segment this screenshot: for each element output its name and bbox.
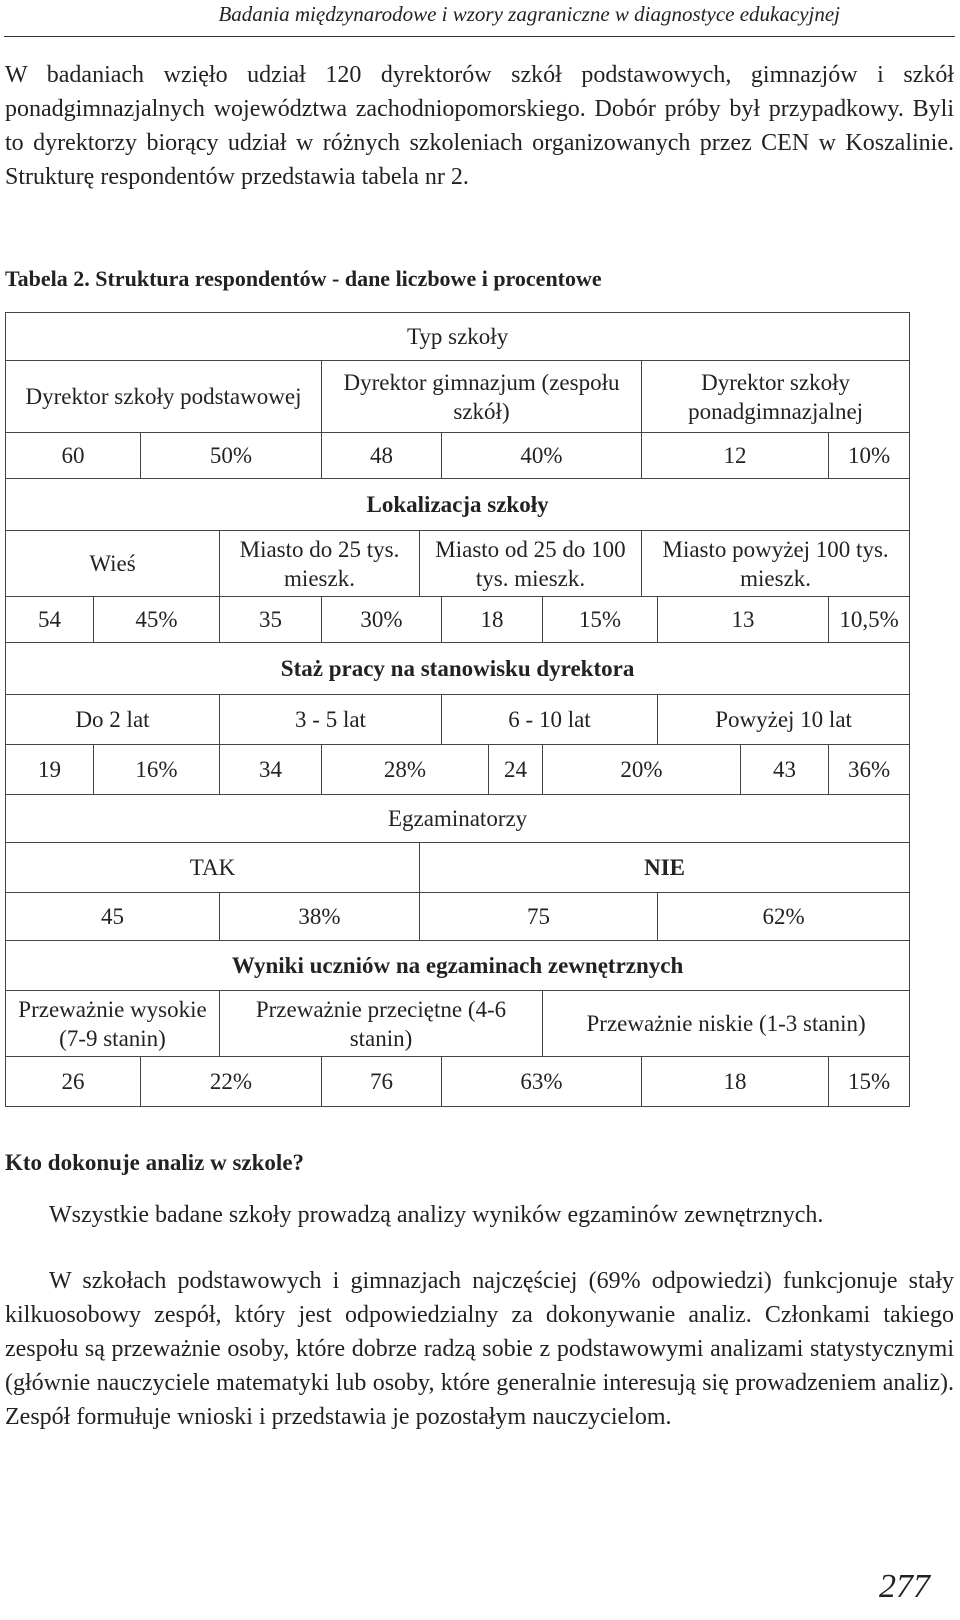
header-divider (4, 36, 955, 37)
location-header: Miasto od 25 do 100 tys. mieszk. (420, 531, 642, 597)
location-header: Miasto do 25 tys. mieszk. (220, 531, 420, 597)
school-type-header: Dyrektor szkoły ponadgimnazjalnej (642, 361, 910, 433)
table-cell: 63% (442, 1057, 642, 1107)
examiners-header-no: NIE (420, 843, 910, 893)
table-cell: 19 (6, 745, 94, 795)
table-cell: 40% (442, 433, 642, 479)
table-cell: 15% (543, 597, 658, 643)
running-header: Badania międzynarodowe i wzory zagraniczne w diagnostyce edukacyjnej (218, 2, 840, 26)
table-cell: 36% (829, 745, 910, 795)
results-header: Przeważnie wysokie (7-9 stanin) (6, 991, 220, 1057)
table-cell: 20% (543, 745, 741, 795)
tenure-header: 6 - 10 lat (442, 695, 658, 745)
intro-paragraph: W badaniach wzięło udział 120 dyrektorów szkół podstawowych, gimnazjów i szkół ponadgimnazjalnych województwa zachodniopomorskiego. Dobór próby był przypadkowy. Byli to dyrektorzy biorący udział w różnych szkoleniach organizowanych przez CEN w Koszalinie. Strukturę respondentów przedstawia tabela nr 2. (5, 62, 954, 190)
results-header: Przeważnie niskie (1-3 stanin) (543, 991, 910, 1057)
table-cell: 18 (642, 1057, 829, 1107)
page-number: 277 (879, 1568, 930, 1605)
table-cell: 45% (94, 597, 220, 643)
table-cell: 35 (220, 597, 322, 643)
table-cell: 24 (489, 745, 543, 795)
examiners-title: Egzaminatorzy (6, 795, 910, 843)
tenure-header: 3 - 5 lat (220, 695, 442, 745)
table-cell: 16% (94, 745, 220, 795)
section-heading: Kto dokonuje analiz w szkole? (5, 1150, 305, 1175)
table-cell: 43 (741, 745, 829, 795)
table-cell: 28% (322, 745, 489, 795)
table-cell: 75 (420, 893, 658, 941)
table-cell: 26 (6, 1057, 141, 1107)
body-paragraph: W szkołach podstawowych i gimnazjach najczęściej (69% odpowiedzi) funkcjonuje stały kilkuosobowy zespół, który jest odpowiedzialny za dokonywanie analiz. Członkami takiego zespołu są przeważnie osoby, które dobrze radzą sobie z podstawowymi analizami statystycznymi (głównie nauczyciele matematyki lub osoby, które generalnie interesują się prowadzeniem analiz). Zespół formułuje wnioski i przedstawia je pozostałym nauczycielom. (5, 1268, 954, 1430)
table-caption: Tabela 2. Struktura respondentów - dane liczbowe i procentowe (5, 266, 602, 291)
table-cell: 45 (6, 893, 220, 941)
school-type-header: Dyrektor gimnazjum (zespołu szkół) (322, 361, 642, 433)
table-cell: 12 (642, 433, 829, 479)
tenure-header: Do 2 lat (6, 695, 220, 745)
location-header: Miasto powyżej 100 tys. mieszk. (642, 531, 910, 597)
location-header: Wieś (6, 531, 220, 597)
examiners-header-yes: TAK (6, 843, 420, 893)
table-cell: 38% (220, 893, 420, 941)
table-cell: 10,5% (829, 597, 910, 643)
table-cell: 10% (829, 433, 910, 479)
table-cell: 62% (658, 893, 910, 941)
table-cell: 18 (442, 597, 543, 643)
results-title: Wyniki uczniów na egzaminach zewnętrznych (6, 941, 910, 991)
body-paragraph: Wszystkie badane szkoły prowadzą analizy wyników egzaminów zewnętrznych. (49, 1202, 824, 1228)
table-cell: 15% (829, 1057, 910, 1107)
school-type-header: Dyrektor szkoły podstawowej (6, 361, 322, 433)
table-cell: 48 (322, 433, 442, 479)
table-cell: 54 (6, 597, 94, 643)
table-cell: 30% (322, 597, 442, 643)
table-cell: 50% (141, 433, 322, 479)
school-type-title: Typ szkoły (6, 313, 910, 361)
table-cell: 34 (220, 745, 322, 795)
table-cell: 13 (658, 597, 829, 643)
tenure-header: Powyżej 10 lat (658, 695, 910, 745)
table-cell: 22% (141, 1057, 322, 1107)
tenure-title: Staż pracy na stanowisku dyrektora (6, 643, 910, 695)
table-cell: 60 (6, 433, 141, 479)
respondents-table (5, 312, 910, 1107)
table-cell: 76 (322, 1057, 442, 1107)
location-title: Lokalizacja szkoły (6, 479, 910, 531)
results-header: Przeważnie przeciętne (4-6 stanin) (220, 991, 543, 1057)
